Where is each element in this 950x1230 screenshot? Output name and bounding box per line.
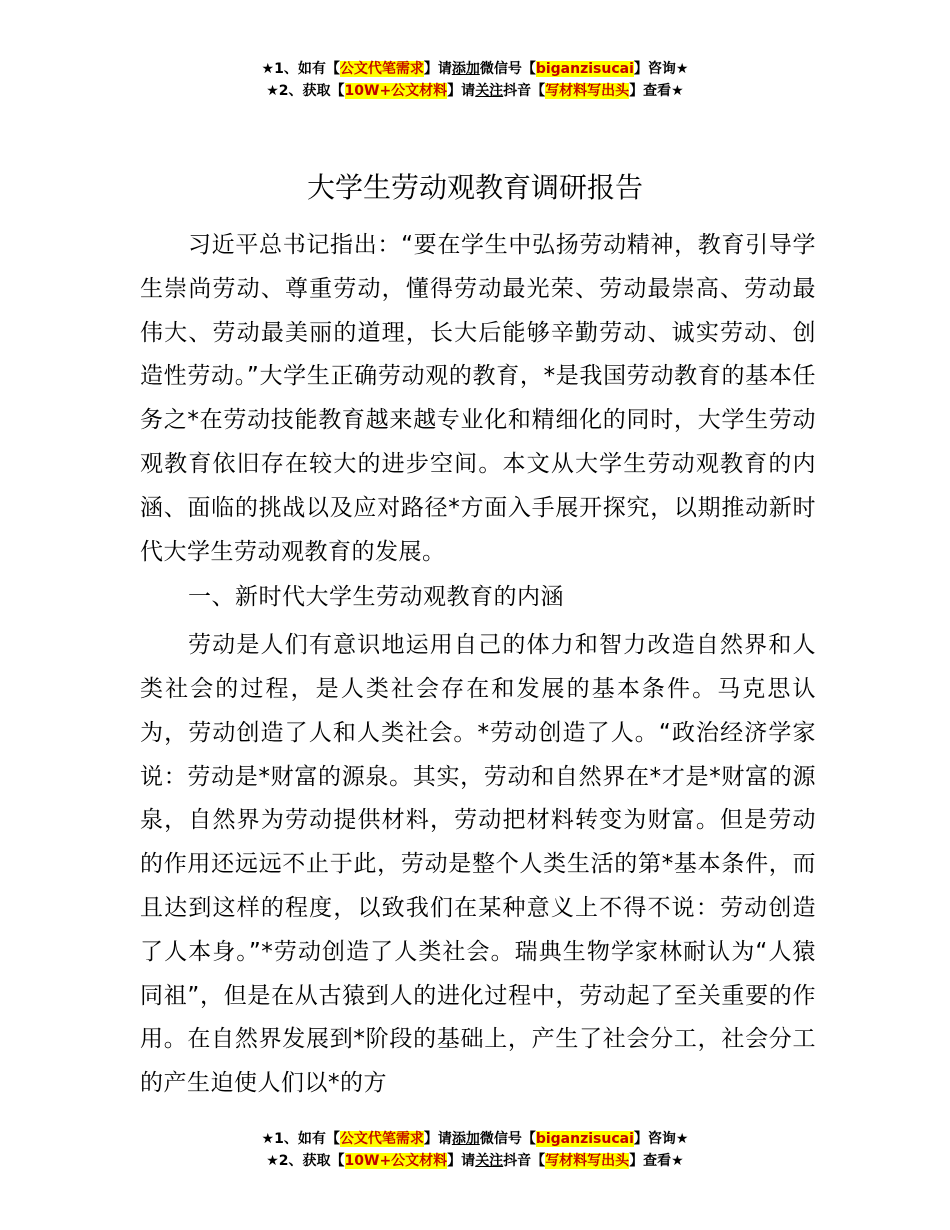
- promo-line-2: ★2、获取【10W+公文材料】请关注抖音【写材料写出头】查看★: [266, 1153, 684, 1169]
- header-promo-banner: [0, 58, 950, 102]
- promo-highlight-service: 公文代笔需求: [339, 1131, 424, 1147]
- promo-line-2: ★2、获取【10W+公文材料】请关注抖音【写材料写出头】查看★: [266, 83, 684, 99]
- promo-highlight-service: 公文代笔需求: [339, 61, 424, 77]
- section-heading-1: 一、新时代大学生劳动观教育的内涵: [188, 584, 564, 611]
- promo-underline-follow: 关注: [475, 1153, 504, 1169]
- promo-underline-add: 添加: [451, 1131, 480, 1147]
- document-body: [140, 224, 816, 1106]
- body-paragraph-intro: 习近平总书记指出：“要在学生中弘扬劳动精神，教育引导学生崇尚劳动、尊重劳动，懂得劳动最光荣、劳动最崇高、劳动最伟大、劳动最美丽的道理，长大后能够辛勤劳动、诚实劳动、创造性劳动。”大学生正确劳动观的教育，*是我国劳动教育的基本任务之*在劳动技能教育越来越专业化和精细化的同时，大学生劳动观教育依旧存在较大的进步空间。本文从大学生劳动观教育的内涵、面临的挑战以及应对路径*方面入手展开探究，以期推动新时代大学生劳动观教育的发展。: [140, 232, 816, 565]
- promo-highlight-wechat-id: biganzisucai: [535, 1131, 634, 1147]
- document-title: 大学生劳动观教育调研报告: [306, 171, 643, 204]
- footer-promo-banner: [0, 1128, 950, 1172]
- promo-highlight-materials: 10W+公文材料: [344, 1153, 448, 1169]
- promo-line-1: ★1、如有【公文代笔需求】请添加微信号【biganzisucai】咨询★: [261, 1131, 689, 1147]
- promo-highlight-douyin: 写材料写出头: [545, 1153, 630, 1169]
- promo-underline-follow: 关注: [475, 83, 504, 99]
- promo-highlight-wechat-id: biganzisucai: [535, 61, 634, 77]
- promo-line-1: ★1、如有【公文代笔需求】请添加微信号【biganzisucai】咨询★: [261, 61, 689, 77]
- promo-highlight-materials: 10W+公文材料: [344, 83, 448, 99]
- body-paragraph-labor: 劳动是人们有意识地运用自己的体力和智力改造自然界和人类社会的过程，是人类社会存在和发展的基本条件。马克思认为，劳动创造了人和人类社会。*劳动创造了人。“政治经济学家说：劳动是*财富的源泉。其实，劳动和自然界在*才是*财富的源泉，自然界为劳动提供材料，劳动把材料转变为财富。但是劳动的作用还远远不止于此，劳动是整个人类生活的第*基本条件，而且达到这样的程度，以致我们在某种意义上不得不说：劳动创造了人本身。”*劳动创造了人类社会。瑞典生物学家林耐认为“人猿同祖”，但是在从古猿到人的进化过程中，劳动起了至关重要的作用。在自然界发展到*阶段的基础上，产生了社会分工，社会分工的产生迫使人们以*的方: [140, 632, 816, 1097]
- promo-underline-add: 添加: [451, 61, 480, 77]
- promo-highlight-douyin: 写材料写出头: [545, 83, 630, 99]
